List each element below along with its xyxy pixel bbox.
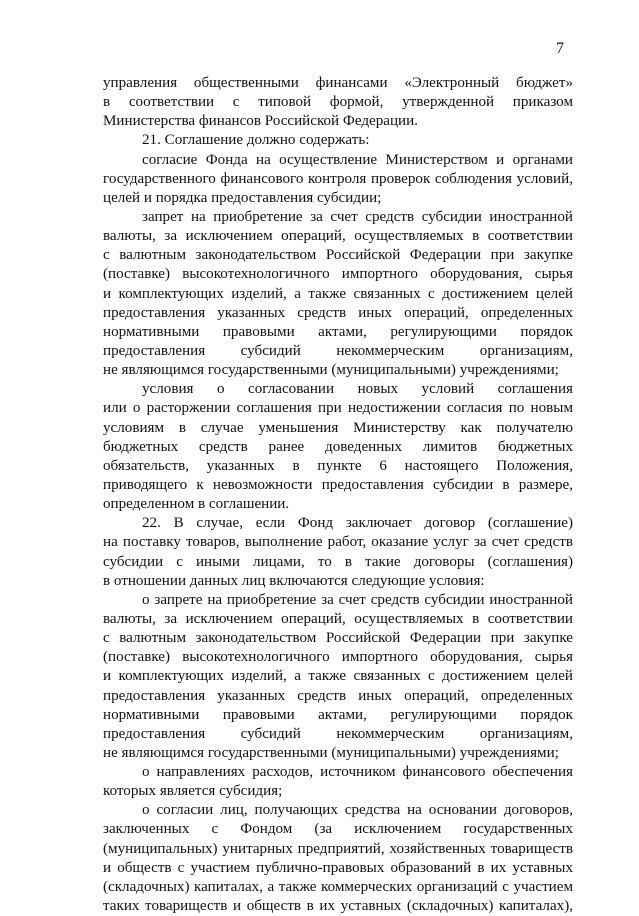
text-line: субсидии с иными лицами, то в такие договоры (соглашения) [103, 553, 573, 570]
text-line: таких товариществ и обществ в их уставных (складочных) капиталах), [103, 898, 573, 915]
text-line: не являющимся государственными (муниципальными) учреждениями; [103, 744, 559, 761]
text-line: нормативными правовыми актами, регулирующими порядок [103, 706, 573, 723]
text-line: (поставке) высокотехнологичного импортного оборудования, сырья [103, 266, 573, 283]
text-line: в отношении данных лиц включаются следующие условия: [103, 572, 485, 589]
text-line: государственного финансового контроля проверок соблюдения условий, [103, 170, 573, 187]
text-line: валюты, за исключением операций, осуществляемых в соответствии [103, 610, 573, 627]
text-line: Министерства финансов Российской Федерации. [103, 113, 418, 130]
text-line: условия о согласовании новых условий соглашения [142, 381, 573, 398]
text-line: предоставления субсидий некоммерческим организациям, [103, 725, 573, 742]
text-line: с валютным законодательством Российской Федерации при закупке [103, 630, 573, 647]
text-line: которых является субсидия; [103, 783, 283, 800]
text-line: с валютным законодательством Российской Федерации при закупке [103, 247, 573, 264]
text-line: 21. Соглашение должно содержать: [142, 132, 370, 149]
text-line: приводящего к невозможности предоставления субсидии в размере, [103, 476, 573, 493]
text-line: валюты, за исключением операций, осуществляемых в соответствии [103, 228, 573, 245]
text-line: (муниципальных) унитарных предприятий, хозяйственных товариществ [103, 840, 573, 857]
text-line: запрет на приобретение за счет средств субсидии иностранной [142, 208, 573, 225]
text-line: бюджетных средств ранее доведенных лимитов бюджетных [103, 438, 573, 455]
text-line: нормативными правовыми актами, регулирующими порядок [103, 323, 573, 340]
text-line: предоставления указанных средств иных операций, определенных [103, 687, 573, 704]
text-line: (складочных) капиталах, а также коммерческих организаций с участием [103, 878, 573, 895]
document-body [103, 74, 573, 916]
text-line: не являющимся государственными (муниципальными) учреждениями; [103, 362, 559, 379]
text-line: о согласии лиц, получающих средства на основании договоров, [142, 802, 573, 819]
text-line: обязательств, указанных в пункте 6 настоящего Положения, [103, 457, 573, 474]
text-line: предоставления субсидий некоммерческим организациям, [103, 342, 573, 359]
text-line: управления общественными финансами «Электронный бюджет» [103, 75, 573, 91]
text-line: согласие Фонда на осуществление Министерством и органами [142, 151, 573, 168]
text-line: и комплектующих изделий, а также связанных с достижением целей [103, 668, 573, 685]
text-line: о запрете на приобретение за счет средств субсидии иностранной [142, 591, 573, 608]
text-line: и комплектующих изделий, а также связанных с достижением целей [103, 285, 573, 302]
text-line: предоставления указанных средств иных операций, определенных [103, 304, 573, 321]
text-line: заключенных с Фондом (за исключением государственных [103, 821, 573, 838]
text-line: о направлениях расходов, источником финансового обеспечения [142, 764, 573, 781]
text-line: (поставке) высокотехнологичного импортного оборудования, сырья [103, 649, 573, 666]
text-line: и обществ с участием публично-правовых образований в их уставных [103, 859, 573, 876]
text-line: в соответствии с типовой формой, утвержденной приказом [103, 94, 573, 111]
text-line: целей и порядка предоставления субсидии; [103, 189, 382, 206]
text-line: 22. В случае, если Фонд заключает договор (соглашение) [142, 515, 573, 532]
page-number: 7 [556, 40, 564, 57]
text-line: или о расторжении соглашения при недостижении согласия по новым [103, 400, 573, 417]
text-line: условиям в случае уменьшения Министерству как получателю [103, 419, 573, 436]
text-line: определенном в соглашении. [103, 496, 290, 513]
text-line: на поставку товаров, выполнение работ, оказание услуг за счет средств [103, 534, 573, 551]
